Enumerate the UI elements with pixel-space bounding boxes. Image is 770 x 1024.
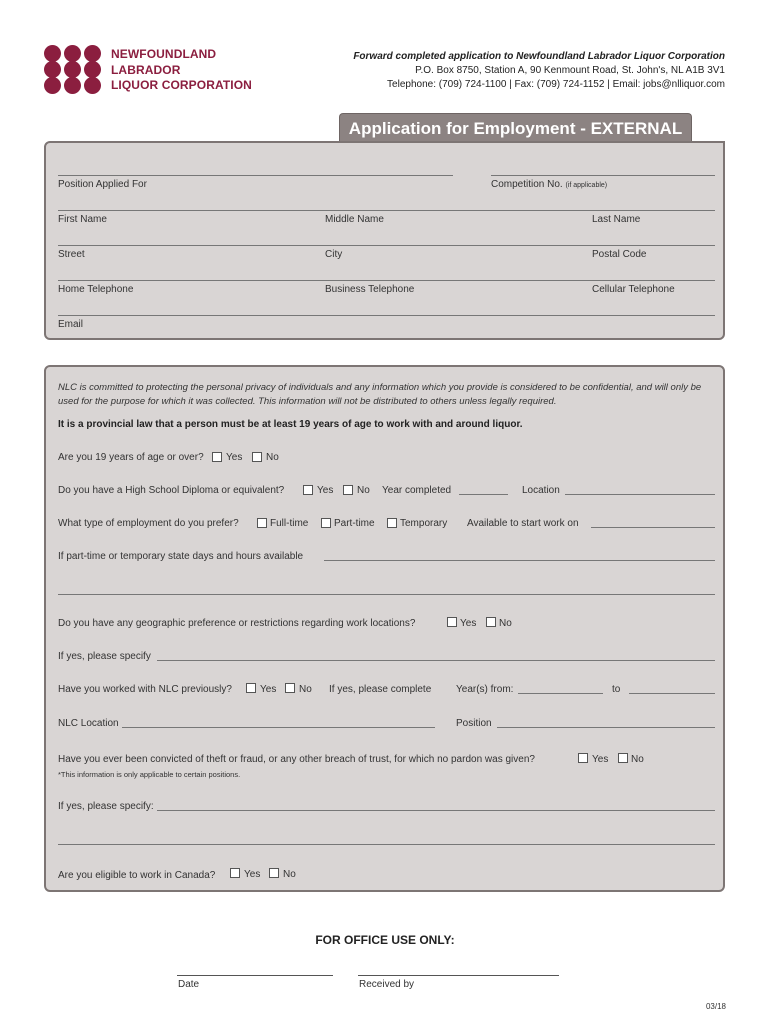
employment-type-question: What type of employment do you prefer? <box>58 518 239 529</box>
age-law-notice: It is a provincial law that a person must be at least 19 years of age to work with and around liquor. <box>58 419 523 430</box>
location-field[interactable] <box>565 494 715 495</box>
years-to-field[interactable] <box>629 693 715 694</box>
worked-previously-question: Have you worked with NLC previously? <box>58 684 232 695</box>
nlc-location-label: NLC Location <box>58 718 119 729</box>
diploma-no-label: No <box>357 485 370 496</box>
part-time-hours-field[interactable] <box>324 560 715 561</box>
conviction-yes-label: Yes <box>592 754 609 765</box>
age-yes-label: Yes <box>226 452 243 463</box>
postal-code-label: Postal Code <box>592 249 647 260</box>
form-title: Application for Employment - EXTERNAL <box>339 113 692 143</box>
address-line: P.O. Box 8750, Station A, 90 Kenmount Road, St. John's, NL A1B 3V1 <box>415 65 725 76</box>
address-field-line[interactable] <box>58 245 715 246</box>
eligibility-question: Are you eligible to work in Canada? <box>58 870 216 881</box>
full-time-checkbox[interactable] <box>257 518 267 528</box>
part-time-checkbox[interactable] <box>321 518 331 528</box>
date-field[interactable] <box>177 975 333 976</box>
logo-line-2: LABRADOR <box>111 62 181 77</box>
geo-specify-label: If yes, please specify <box>58 651 151 662</box>
conviction-question: Have you ever been convicted of theft or fraud, or any other breach of trust, for which no pardon was given? <box>58 754 535 765</box>
logo-text <box>111 47 252 94</box>
logo-line-1: NEWFOUNDLAND <box>111 47 217 61</box>
geo-no-checkbox[interactable] <box>486 617 496 627</box>
home-telephone-label: Home Telephone <box>58 284 134 295</box>
part-time-label: Part-time <box>334 518 375 529</box>
available-start-field[interactable] <box>591 527 715 528</box>
part-time-hours-question: If part-time or temporary state days and hours available <box>58 551 304 562</box>
if-yes-complete-label: If yes, please complete <box>329 684 432 695</box>
eligible-no-checkbox[interactable] <box>269 868 279 878</box>
questions-panel <box>44 365 725 892</box>
cellular-telephone-label: Cellular Telephone <box>592 284 675 295</box>
received-by-label: Received by <box>359 979 415 990</box>
personal-info-panel <box>44 141 725 340</box>
last-name-label: Last Name <box>592 214 641 225</box>
worked-no-label: No <box>299 684 312 695</box>
diploma-no-checkbox[interactable] <box>343 485 353 495</box>
eligible-no-label: No <box>283 869 296 880</box>
worked-no-checkbox[interactable] <box>285 683 295 693</box>
conviction-specify-field-2[interactable] <box>58 844 715 845</box>
phone-field-line[interactable] <box>58 280 715 281</box>
position-field[interactable] <box>58 175 453 176</box>
geographic-question: Do you have any geographic preference or restrictions regarding work locations? <box>58 618 416 629</box>
street-label: Street <box>58 249 85 260</box>
city-label: City <box>325 249 343 260</box>
form-code: 03/18 <box>705 1002 726 1011</box>
position-label: Position Applied For <box>58 179 147 190</box>
diploma-yes-checkbox[interactable] <box>303 485 313 495</box>
received-by-field[interactable] <box>358 975 559 976</box>
header-address-block <box>353 50 725 92</box>
competition-note: (if applicable) <box>565 182 608 189</box>
geo-specify-field[interactable] <box>157 660 715 661</box>
nlc-logo <box>44 45 274 95</box>
email-field[interactable] <box>58 315 715 316</box>
temporary-label: Temporary <box>400 518 448 529</box>
conviction-specify-field[interactable] <box>157 810 715 811</box>
age-question: Are you 19 years of age or over? <box>58 452 204 463</box>
age-no-checkbox[interactable] <box>252 452 262 462</box>
conviction-yes-checkbox[interactable] <box>578 753 588 763</box>
conviction-specify-label: If yes, please specify: <box>58 801 154 812</box>
worked-yes-label: Yes <box>260 684 277 695</box>
year-completed-label: Year completed <box>382 485 452 496</box>
years-from-field[interactable] <box>518 693 603 694</box>
geo-yes-checkbox[interactable] <box>447 617 457 627</box>
geo-yes-label: Yes <box>460 618 477 629</box>
previous-position-label: Position <box>456 718 492 729</box>
privacy-notice: NLC is committed to protecting the personal privacy of individuals and any information which you provide is considered to be confidential, and will only be used for the purpose for which it was collected. This information will not be distributed to others unless legally required. <box>58 382 702 407</box>
office-use-heading: FOR OFFICE USE ONLY: <box>315 933 455 947</box>
conviction-note: *This information is only applicable to certain positions. <box>58 770 241 779</box>
email-label: Email <box>58 319 84 330</box>
date-label: Date <box>178 979 200 990</box>
worked-yes-checkbox[interactable] <box>246 683 256 693</box>
nlc-location-field[interactable] <box>122 727 435 728</box>
years-from-label: Year(s) from: <box>456 684 514 695</box>
full-time-label: Full-time <box>270 518 309 529</box>
geo-no-label: No <box>499 618 512 629</box>
age-yes-checkbox[interactable] <box>212 452 222 462</box>
location-label: Location <box>522 485 560 496</box>
age-no-label: No <box>266 452 279 463</box>
first-name-label: First Name <box>58 214 107 225</box>
conviction-no-label: No <box>631 754 644 765</box>
eligible-yes-checkbox[interactable] <box>230 868 240 878</box>
conviction-no-checkbox[interactable] <box>618 753 628 763</box>
eligible-yes-label: Yes <box>244 869 261 880</box>
logo-line-3: LIQUOR CORPORATION <box>111 78 252 92</box>
diploma-yes-label: Yes <box>317 485 334 496</box>
competition-label <box>491 179 607 192</box>
years-to-label: to <box>612 684 621 695</box>
part-time-hours-field-2[interactable] <box>58 594 715 595</box>
available-start-label: Available to start work on <box>467 518 579 529</box>
middle-name-label: Middle Name <box>325 214 384 225</box>
diploma-question: Do you have a High School Diploma or equivalent? <box>58 485 285 496</box>
year-completed-field[interactable] <box>459 494 508 495</box>
competition-label-text: Competition No. <box>491 179 563 190</box>
temporary-checkbox[interactable] <box>387 518 397 528</box>
contact-line: Telephone: (709) 724-1100 | Fax: (709) 724-1152 | Email: jobs@nlliquor.com <box>387 79 725 90</box>
competition-field[interactable] <box>491 175 715 176</box>
logo-dots-icon <box>44 45 106 95</box>
forward-to-line: Forward completed application to Newfoundland Labrador Liquor Corporation <box>353 51 725 62</box>
name-field-line[interactable] <box>58 210 715 211</box>
previous-position-field[interactable] <box>497 727 715 728</box>
business-telephone-label: Business Telephone <box>325 284 415 295</box>
